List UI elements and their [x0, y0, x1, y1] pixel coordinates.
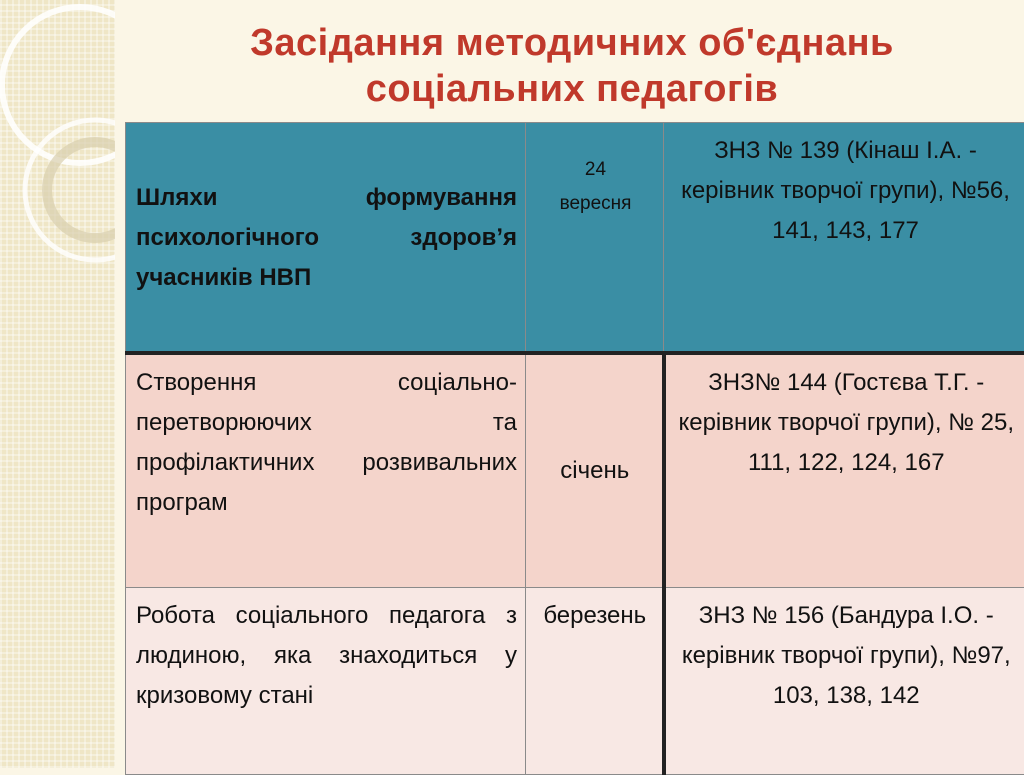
title-line-2: соціальних педагогів — [120, 66, 1024, 112]
date-cell: березень — [526, 588, 664, 775]
topic-cell: Робота соціального педагога з людиною, яка знаходиться у кризовому стані — [126, 588, 526, 775]
topic-cell: Створення соціально-перетворюючих та профілактичних розвивальних програм — [126, 353, 526, 588]
decorative-side-strip — [0, 0, 115, 768]
date-month: вересня — [536, 187, 655, 221]
date-day: 24 — [536, 153, 655, 187]
decorative-circles — [0, 0, 115, 300]
date-cell — [526, 123, 664, 354]
meetings-table — [125, 122, 1024, 775]
topic-cell: Шляхи формування психологічного здоровʼя учасників НВП — [126, 123, 526, 354]
school-cell: ЗНЗ № 156 (Бандура І.О. - керівник творчої групи), №97, 103, 138, 142 — [664, 588, 1024, 775]
table-row — [126, 123, 1024, 354]
school-cell: ЗНЗ № 139 (Кінаш І.А. - керівник творчої групи), №56, 141, 143, 177 — [664, 123, 1024, 354]
title-line-1: Засідання методичних об'єднань — [120, 20, 1024, 66]
date-cell: січень — [526, 353, 664, 588]
slide-title — [120, 20, 1024, 112]
table-row — [126, 353, 1024, 588]
table-row — [126, 588, 1024, 775]
school-cell: ЗНЗ№ 144 (Гостєва Т.Г. - керівник творчої групи), № 25, 111, 122, 124, 167 — [664, 353, 1024, 588]
